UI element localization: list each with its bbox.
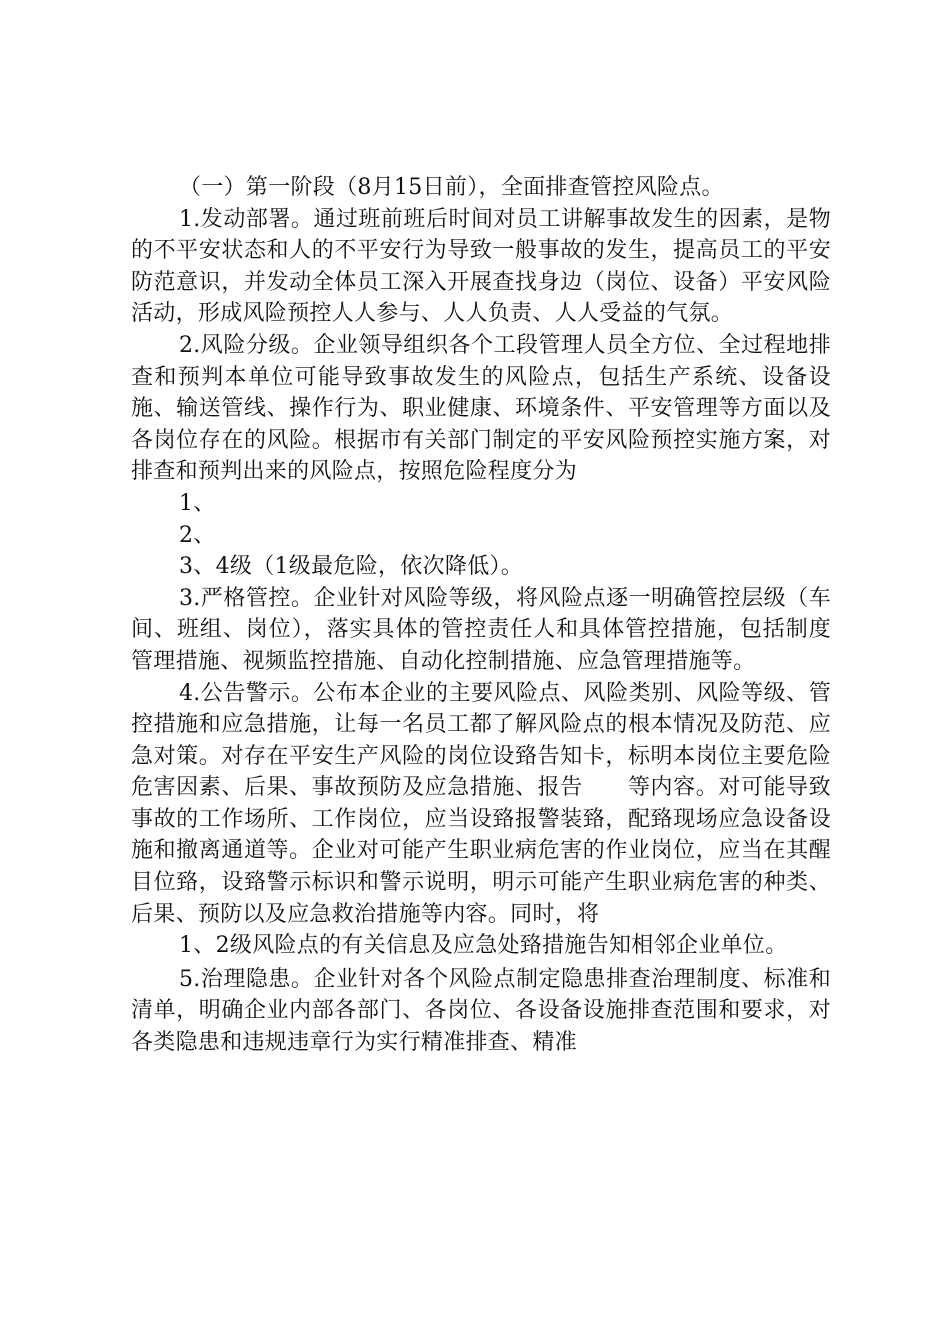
section-heading: （一）第一阶段（8月15日前），全面排查管控风险点。: [179, 175, 724, 200]
paragraph-hazard-governance: 5.治理隐患。企业针对各个风险点制定隐患排查治理制度、标准和清单，明确企业内部各部门、各岗位、各设备设施排查范围和要求，对各类隐患和违规违章行为实行精准排查、精准: [131, 966, 831, 1056]
document-body: [131, 172, 831, 1059]
paragraph-mobilize-deploy: 1.发动部署。通过班前班后时间对员工讲解事故发生的因素，是物的不平安状态和人的不平安行为导致一般事故的发生，提高员工的平安防范意识，并发动全体员工深入开展查找身边（岗位、设备）平安风险活动，形成风险预控人人参与、人人负责、人人受益的气氛。: [131, 206, 831, 327]
paragraph-level-1-2-notice: 1、2级风险点的有关信息及应急处臵措施告知相邻企业单位。: [179, 933, 788, 959]
list-item-level-2: 2、: [179, 522, 216, 548]
paragraph-public-warning: 4.公告警示。公布本企业的主要风险点、风险类别、风险等级、管控措施和应急措施，让每一名员工都了解风险点的根本情况及防范、应急对策。对存在平安生产风险的岗位设臵告知卡，标明本岗位主要危险危害因素、后果、事故预防及应急措施、报告 等内容。对可能导致事故的工作场所、工作岗位，应当设臵报警装臵，配臵现场应急设备设施和撤离通道等。企业对可能产生职业病危害的作业岗位，应当在其醒目位臵，设臵警示标识和警示说明，明示可能产生职业病危害的种类、后果、预防以及应急救治措施等内容。同时，将: [131, 680, 831, 927]
paragraph-risk-grading: 2.风险分级。企业领导组织各个工段管理人员全方位、全过程地排查和预判本单位可能导致事故发生的风险点，包括生产系统、设备设施、输送管线、操作行为、职业健康、环境条件、平安管理等方面以及各岗位存在的风险。根据市有关部门制定的平安风险预控实施方案，对排查和预判出来的风险点，按照危险程度分为: [131, 332, 831, 485]
list-item-level-1: 1、: [179, 490, 216, 516]
paragraph-strict-control: 3.严格管控。企业针对风险等级，将风险点逐一明确管控层级（车间、班组、岗位），落实具体的管控责任人和具体管控措施，包括制度管理措施、视频监控措施、自动化控制措施、应急管理措施等。: [131, 585, 831, 674]
list-item-level-3-4: 3、4级（1级最危险，依次降低）。: [179, 554, 524, 580]
